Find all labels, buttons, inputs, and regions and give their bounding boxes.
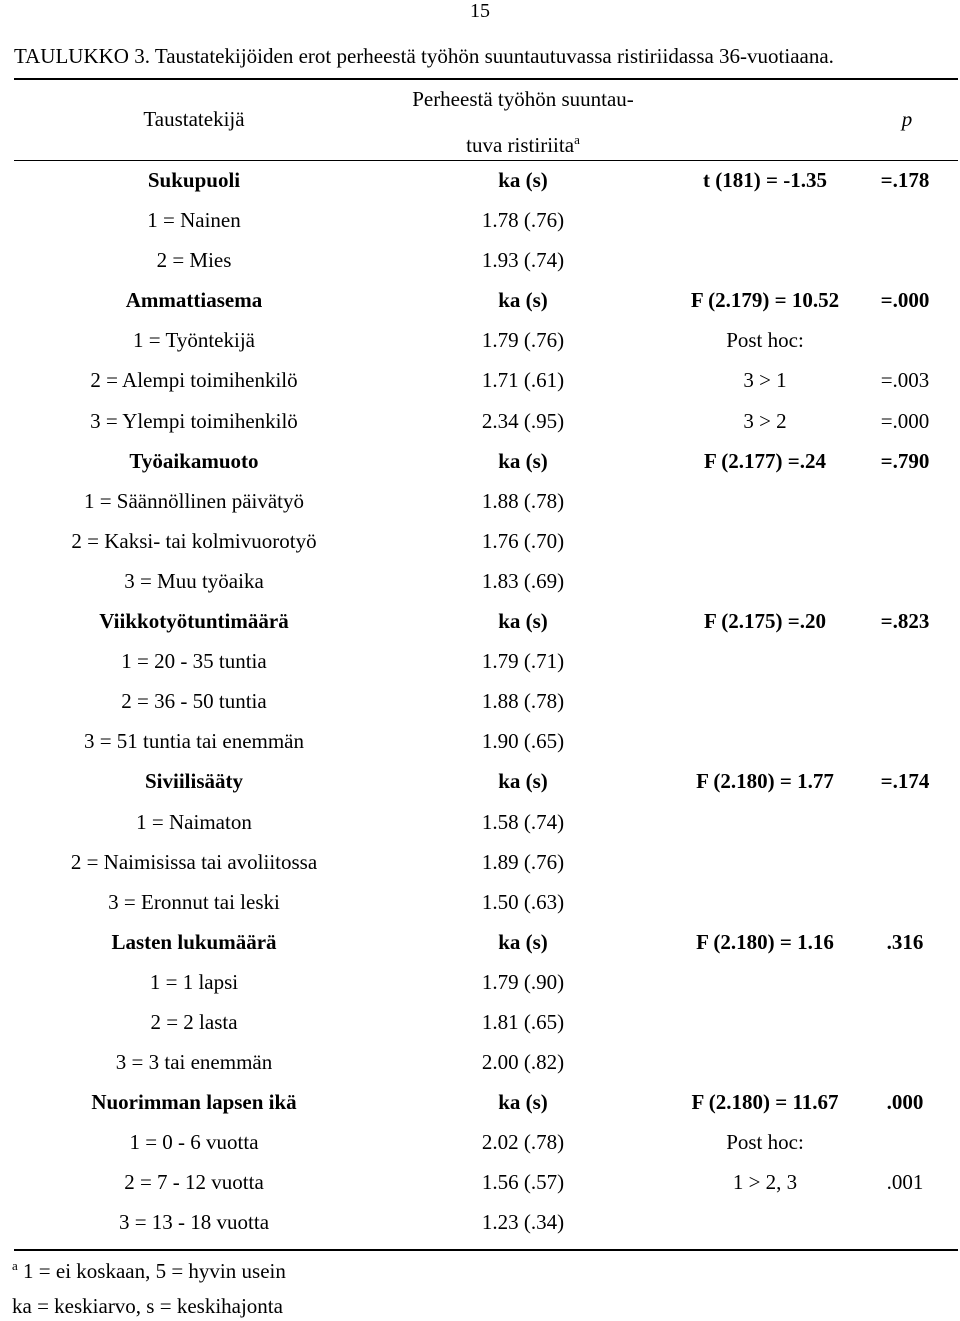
row-value: 1.76 (.70) <box>481 528 565 553</box>
table-body <box>0 160 960 1243</box>
table-row <box>0 1002 960 1042</box>
row-value: ka (s) <box>498 288 548 313</box>
footnote-marker: a <box>12 1258 18 1273</box>
row-label: 1 = 20 - 35 tuntia <box>121 649 267 674</box>
row-p-value: =.823 <box>880 609 930 634</box>
table-row <box>0 681 960 721</box>
row-label: 3 = Muu työaika <box>124 568 264 593</box>
table-top-rule <box>14 78 958 80</box>
row-label: 2 = 7 - 12 vuotta <box>124 1170 264 1195</box>
row-label: Ammattiasema <box>125 288 263 313</box>
row-statistic: F (2.177) =.24 <box>703 448 826 473</box>
group-header-row <box>0 280 960 320</box>
row-value: 1.88 (.78) <box>481 689 565 714</box>
row-value: ka (s) <box>498 168 548 192</box>
row-statistic: 3 > 2 <box>743 408 787 433</box>
table-row <box>0 561 960 601</box>
page-number: 15 <box>470 0 490 22</box>
row-value: 1.90 (.65) <box>481 729 565 754</box>
table-row <box>0 521 960 561</box>
table-row <box>0 842 960 882</box>
row-statistic: Post hoc: <box>726 328 804 353</box>
row-label: 3 = Eronnut tai leski <box>108 889 280 914</box>
row-value: 1.79 (.90) <box>481 969 565 994</box>
row-p-value: .000 <box>886 1090 924 1115</box>
row-label: 3 = 13 - 18 vuotta <box>118 1210 270 1235</box>
row-value: 1.78 (.76) <box>481 208 565 233</box>
row-statistic: 1 > 2, 3 <box>732 1170 798 1195</box>
header-ristiriita-line1: Perheestä työhön suuntau- <box>412 87 634 111</box>
row-label: Sukupuoli <box>147 168 241 192</box>
row-value: ka (s) <box>498 448 548 473</box>
row-p-value: =.000 <box>880 408 930 433</box>
row-label: Siviilisääty <box>144 769 244 794</box>
footnote-abbreviations: ka = keskiarvo, s = keskihajonta <box>12 1294 283 1318</box>
row-value: 1.93 (.74) <box>481 248 565 273</box>
row-value: 2.02 (.78) <box>481 1130 565 1155</box>
table-row <box>0 1202 960 1242</box>
header-p: p <box>901 107 913 131</box>
group-header-row <box>0 1082 960 1122</box>
header-footnote-marker: a <box>574 132 580 147</box>
table-row <box>0 360 960 400</box>
footnote-scale-text: 1 = ei koskaan, 5 = hyvin usein <box>17 1259 286 1283</box>
group-header-row <box>0 601 960 641</box>
row-value: 1.81 (.65) <box>481 1009 565 1034</box>
row-label: Lasten lukumäärä <box>111 929 277 954</box>
row-label: Nuorimman lapsen ikä <box>91 1090 297 1115</box>
table-bottom-rule <box>14 1249 958 1251</box>
row-label: 2 = 36 - 50 tuntia <box>121 689 267 714</box>
group-header-row <box>0 441 960 481</box>
row-p-value: .001 <box>886 1170 924 1195</box>
row-value: 1.71 (.61) <box>481 368 565 393</box>
row-label: 3 = 51 tuntia tai enemmän <box>83 729 305 754</box>
row-statistic: Post hoc: <box>726 1130 804 1155</box>
table-row <box>0 481 960 521</box>
row-statistic: F (2.180) = 1.16 <box>696 929 834 954</box>
row-label: 2 = Naimisissa tai avoliitossa <box>70 849 318 874</box>
row-value: ka (s) <box>498 1090 548 1115</box>
row-statistic: F (2.175) =.20 <box>703 609 826 634</box>
row-value: 1.56 (.57) <box>481 1170 565 1195</box>
row-value: 2.34 (.95) <box>481 408 565 433</box>
table-row <box>0 641 960 681</box>
row-p-value: .316 <box>886 929 924 954</box>
row-statistic: F (2.180) = 11.67 <box>691 1090 839 1115</box>
table-row <box>0 320 960 360</box>
row-label: Työaikamuoto <box>129 448 259 473</box>
table-row <box>0 882 960 922</box>
group-header-row <box>0 160 960 200</box>
row-label: 1 = Nainen <box>147 208 241 233</box>
row-value: 2.00 (.82) <box>481 1050 565 1075</box>
row-label: 3 = 3 tai enemmän <box>115 1050 273 1075</box>
table-row <box>0 1042 960 1082</box>
row-statistic: F (2.180) = 1.77 <box>696 769 834 794</box>
row-label: 1 = Säännöllinen päivätyö <box>83 488 305 513</box>
footnote-scale <box>12 1253 286 1284</box>
row-label: 2 = Kaksi- tai kolmivuorotyö <box>71 528 317 553</box>
table-row <box>0 1162 960 1202</box>
table-row <box>0 721 960 761</box>
table-row <box>0 962 960 1002</box>
table-caption: TAULUKKO 3. Taustatekijöiden erot perheestä työhön suuntautuvassa ristiriidassa 36-vuotiaana. <box>14 44 834 68</box>
row-value: 1.79 (.71) <box>481 649 565 674</box>
row-label: 1 = Naimaton <box>136 809 252 834</box>
table-row <box>0 1122 960 1162</box>
row-value: ka (s) <box>498 609 548 634</box>
group-header-row <box>0 922 960 962</box>
row-p-value: =.003 <box>880 368 930 393</box>
row-label: 2 = 2 lasta <box>150 1009 238 1034</box>
row-p-value: =.000 <box>880 288 930 313</box>
row-label: 2 = Mies <box>156 248 232 273</box>
row-label: 1 = 1 lapsi <box>149 969 239 994</box>
row-value: 1.50 (.63) <box>481 889 565 914</box>
row-value: 1.58 (.74) <box>481 809 565 834</box>
row-p-value: =.174 <box>880 769 930 794</box>
row-label: Viikkotyötuntimäärä <box>99 609 289 634</box>
row-value: 1.88 (.78) <box>481 488 565 513</box>
table-row <box>0 802 960 842</box>
row-label: 2 = Alempi toimihenkilö <box>90 368 298 393</box>
row-value: 1.89 (.76) <box>481 849 565 874</box>
row-statistic: 3 > 1 <box>743 368 787 393</box>
row-value: 1.23 (.34) <box>481 1210 565 1235</box>
row-value: ka (s) <box>498 769 548 794</box>
row-p-value: =.178 <box>880 168 930 192</box>
row-value: ka (s) <box>498 929 548 954</box>
row-p-value: =.790 <box>880 448 930 473</box>
table-row <box>0 401 960 441</box>
table-row <box>0 240 960 280</box>
header-taustatekija: Taustatekijä <box>143 107 245 131</box>
row-label: 1 = Työntekijä <box>133 328 255 353</box>
row-statistic: F (2.179) = 10.52 <box>690 288 840 313</box>
row-label: 1 = 0 - 6 vuotta <box>129 1130 259 1155</box>
header-ristiriita-line2 <box>383 127 663 158</box>
row-label: 3 = Ylempi toimihenkilö <box>90 408 298 433</box>
row-value: 1.79 (.76) <box>481 328 565 353</box>
table-row <box>0 200 960 240</box>
row-statistic: t (181) = -1.35 <box>703 168 827 192</box>
group-header-row <box>0 761 960 801</box>
header-ristiriita-text: tuva ristiriita <box>466 133 575 157</box>
row-value: 1.83 (.69) <box>481 568 565 593</box>
